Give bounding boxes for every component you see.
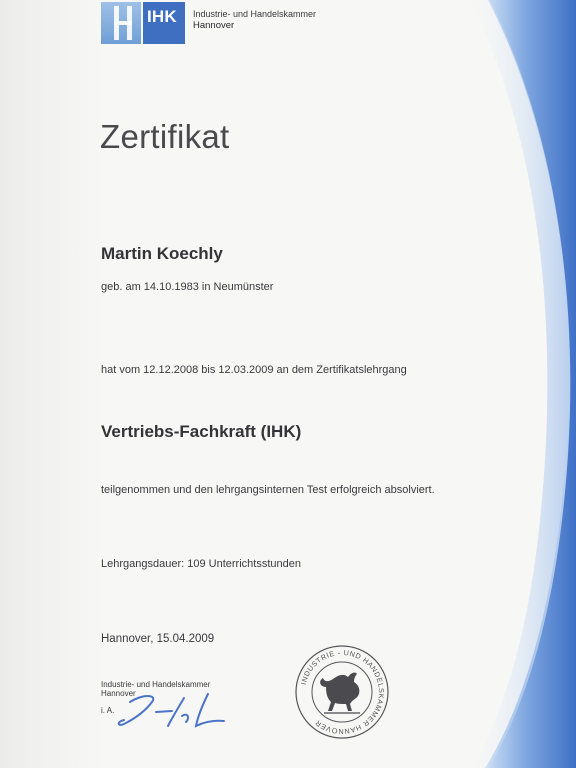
seal-ring-text: INDUSTRIE - UND HANDELSKAMMER HANNOVER [298,647,387,737]
chamber-line2: Hannover [193,20,235,31]
signature-ia: i. A. [101,706,115,715]
result-line: teilgenommen und den lehrgangsinternen Test erfolgreich absolviert. [101,484,435,496]
chamber-name [193,9,316,31]
recipient-name: Martin Koechly [101,244,223,263]
chamber-line1: Industrie- und Handelskammer [193,9,317,19]
logo-box [143,2,185,44]
logo-text: IHK [147,7,177,26]
handwritten-signature-icon [112,688,230,734]
logo-h-mark [101,2,141,44]
certificate-title: Zertifikat [100,118,230,155]
course-name: Vertriebs-Fachkraft (IHK) [101,422,302,441]
ihk-logo-icon [101,2,185,44]
place-date: Hannover, 15.04.2009 [101,633,215,645]
signature-org-line2: Hannover [101,689,136,698]
signature-org-line1: Industrie- und Handelskammer [101,680,211,689]
period-line: hat vom 12.12.2008 bis 12.03.2009 an dem Zertifikatslehrgang [101,364,407,376]
duration-line: Lehrgangsdauer: 109 Unterrichtsstunden [101,558,301,570]
chamber-seal-icon [294,644,390,740]
birth-line: geb. am 14.10.1983 in Neumünster [101,281,274,293]
